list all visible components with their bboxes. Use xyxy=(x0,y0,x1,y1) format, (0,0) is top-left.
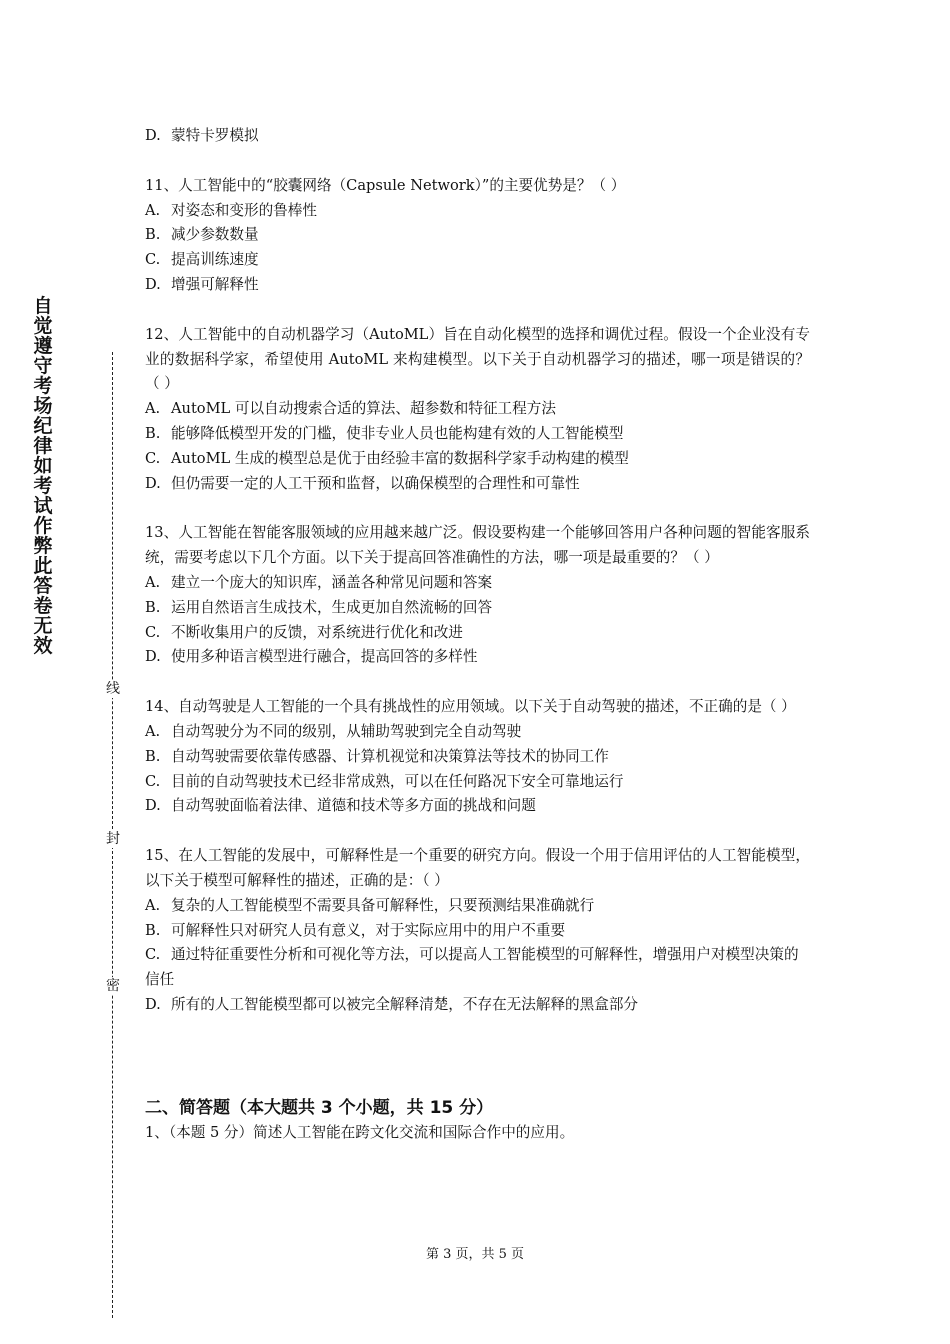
option-c[interactable]: C. 目前的自动驾驶技术已经非常成熟，可以在任何路况下安全可靠地运行 xyxy=(145,772,624,790)
short-answer-question-1: 1、（本题 5 分）简述人工智能在跨文化交流和国际合作中的应用。 xyxy=(145,1124,575,1141)
question-stem: 12、人工智能中的自动机器学习（AutoML）旨在自动化模型的选择和调优过程。假设一个企业没有专业的数据科学家，希望使用 AutoML 来构建模型。以下关于自动机器学习的描述，哪一项是错误的？（ ） xyxy=(145,325,810,393)
option-b[interactable]: B. 减少参数数量 xyxy=(145,226,259,244)
option-c[interactable]: C. 不断收集用户的反馈，对系统进行优化和改进 xyxy=(145,623,463,641)
option-a[interactable]: A. 建立一个庞大的知识库，涵盖各种常见问题和答案 xyxy=(145,573,493,591)
option-b[interactable]: B. 能够降低模型开发的门槛，使非专业人员也能构建有效的人工智能模型 xyxy=(145,424,624,442)
option-d[interactable]: D. 使用多种语言模型进行融合，提高回答的多样性 xyxy=(145,648,478,666)
option-c[interactable]: C. AutoML 生成的模型总是优于由经验丰富的数据科学家手动构建的模型 xyxy=(145,449,629,467)
question-stem: 13、人工智能在智能客服领域的应用越来越广泛。假设要构建一个能够回答用户各种问题的智能客服系统，需要考虑以下几个方面。以下关于提高回答准确性的方法，哪一项是最重要的？（ ） xyxy=(145,524,810,567)
option-d[interactable]: D. 所有的人工智能模型都可以被完全解释清楚，不存在无法解释的黑盒部分 xyxy=(145,995,639,1013)
seal-char-secret: 密 xyxy=(106,978,120,994)
question-11 xyxy=(145,174,810,298)
question-15 xyxy=(145,844,810,1018)
question-list xyxy=(145,124,810,1018)
option-a[interactable]: A. AutoML 可以自动搜索合适的算法、超参数和特征工程方法 xyxy=(145,400,556,418)
question-stem: 15、在人工智能的发展中，可解释性是一个重要的研究方向。假设一个用于信用评估的人工智能模型，以下关于模型可解释性的描述，正确的是：（ ） xyxy=(145,847,810,889)
option-c[interactable]: C. 通过特征重要性分析和可视化等方法，可以提高人工智能模型的可解释性，增强用户对模型决策的信任 xyxy=(145,946,799,989)
question-stem: 11、人工智能中的“胶囊网络（Capsule Network）”的主要优势是？（ ） xyxy=(145,176,626,194)
previous-question-option: D. 蒙特卡罗模拟 xyxy=(145,127,259,144)
question-12 xyxy=(145,323,810,497)
question-14 xyxy=(145,695,810,819)
option-d[interactable]: D. 自动驾驶面临着法律、道德和技术等多方面的挑战和问题 xyxy=(145,797,536,815)
exam-discipline-note: 自觉遵守考场纪律如考试作弊此答卷无效 xyxy=(33,295,53,657)
question-stem: 14、自动驾驶是人工智能的一个具有挑战性的应用领域。以下关于自动驾驶的描述，不正确的是（ ） xyxy=(145,698,796,716)
section-title-short-answer: 二、简答题（本大题共 3 个小题，共 15 分） xyxy=(145,1098,494,1118)
seal-char-seal: 封 xyxy=(106,831,120,847)
option-d[interactable]: D. 增强可解释性 xyxy=(145,275,259,293)
option-d[interactable]: D. 但仍需要一定的人工干预和监督，以确保模型的合理性和可靠性 xyxy=(145,474,580,492)
option-a[interactable]: A. 复杂的人工智能模型不需要具备可解释性，只要预测结果准确就行 xyxy=(145,896,595,914)
option-c[interactable]: C. 提高训练速度 xyxy=(145,251,259,269)
question-13 xyxy=(145,521,810,670)
option-b[interactable]: B. 运用自然语言生成技术，生成更加自然流畅的回答 xyxy=(145,598,493,616)
option-a[interactable]: A. 自动驾驶分为不同的级别，从辅助驾驶到完全自动驾驶 xyxy=(145,722,522,740)
page-number: 第 3 页，共 5 页 xyxy=(425,1247,525,1262)
seal-char-line: 线 xyxy=(106,681,120,697)
option-b[interactable]: B. 可解释性只对研究人员有意义，对于实际应用中的用户不重要 xyxy=(145,921,566,939)
option-a[interactable]: A. 对姿态和变形的鲁棒性 xyxy=(145,201,317,219)
option-b[interactable]: B. 自动驾驶需要依靠传感器、计算机视觉和决策算法等技术的协同工作 xyxy=(145,747,609,765)
